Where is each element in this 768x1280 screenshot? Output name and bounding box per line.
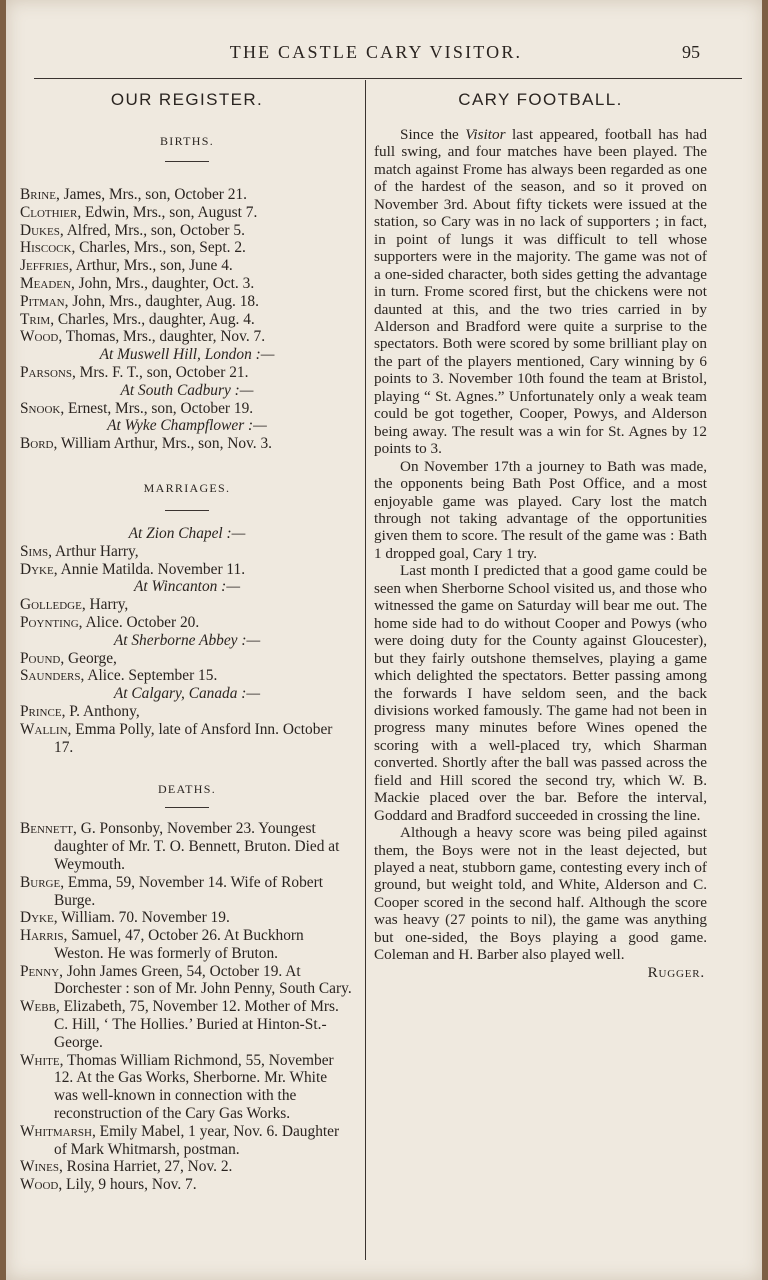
running-title: THE CASTLE CARY VISITOR. (229, 42, 523, 62)
football-column (374, 82, 707, 981)
place-heading: At Zion Chapel :— (128, 524, 246, 542)
births-list (20, 186, 354, 453)
list-item: Wood, Lily, 9 hours, Nov. 7. (20, 1176, 197, 1194)
list-item: Penny, John James Green, 54, October 19. At Dorchester : son of Mr. John Penny, South Cary. (20, 962, 352, 998)
list-item: Bord, William Arthur, Mrs., son, Nov. 3. (20, 435, 273, 453)
list-item: Sims, Arthur Harry, (20, 542, 139, 560)
list-item: Bennett, G. Ponsonby, November 23. Youngest daughter of Mr. T. O. Bennett, Bruton. Died at Weymouth. (20, 820, 340, 873)
register-title: OUR REGISTER. (110, 90, 264, 109)
place-heading: At Sherborne Abbey :— (113, 631, 261, 649)
list-item: Golledge, Harry, (20, 596, 129, 614)
place-heading: At Wyke Champflower :— (107, 417, 267, 435)
publication-name: Visitor (465, 126, 506, 143)
list-item: Webb, Elizabeth, 75, November 12. Mother of Mrs. C. Hill, ‘ The Hollies.’ Buried at Hinton-St.-George. (20, 998, 339, 1051)
list-item: Wood, Thomas, Mrs., daughter, Nov. 7. (20, 328, 266, 346)
list-item: Parsons, Mrs. F. T., son, October 21. (20, 363, 249, 381)
place-heading: At South Cadbury :— (120, 381, 254, 399)
list-item: Dyke, Annie Matilda. November 11. (20, 560, 246, 578)
list-item: Wines, Rosina Harriet, 27, Nov. 2. (20, 1158, 233, 1176)
place-heading: At Wincanton :— (133, 578, 240, 596)
header-rule (34, 78, 742, 79)
football-paragraph: On November 17th a journey to Bath was made, the opponents being Bath Post Office, and a most enjoyable game was played. Cary lost the match through not taking advantage of the opportunities given them to score. The result of the game was : Bath 1 dropped goal, Cary 1 try. (374, 457, 707, 562)
column-divider (365, 80, 366, 1260)
list-item: Whitmarsh, Emily Mabel, 1 year, Nov. 6. Daughter of Mark Whitmarsh, postman. (20, 1122, 340, 1158)
marriages-list (20, 525, 354, 756)
list-item: White, Thomas William Richmond, 55, November 12. At the Gas Works, Sherborne. Mr. White was well-known in connection with the reconstruction of the Cary Gas Works. (20, 1051, 334, 1123)
football-paragraph: Although a heavy score was being piled against them, the Boys were not in the least dejected, but played a neat, stubborn game, contesting every inch of ground, but weight told, and White, Alderson and C. Cooper scored in the second half. Although the score was heavy (27 points to nil), the game was anything but one-sided, the Boys playing a good game. Coleman and H. Barber also played well. Rugger. (374, 824, 707, 981)
list-item: Wallin, Emma Polly, late of Ansford Inn. October 17. (20, 720, 333, 756)
list-item: Snook, Ernest, Mrs., son, October 19. (20, 399, 254, 417)
list-item: Dyke, William. 70. November 19. (20, 909, 230, 927)
register-column (20, 82, 354, 1194)
list-item: Saunders, Alice. September 15. (20, 667, 218, 685)
list-item: Poynting, Alice. October 20. (20, 613, 200, 631)
list-item: Pitman, John, Mrs., daughter, Aug. 18. (20, 292, 259, 310)
list-item: Meaden, John, Mrs., daughter, Oct. 3. (20, 274, 255, 292)
list-item: Dukes, Alfred, Mrs., son, October 5. (20, 221, 245, 239)
page-number: 95 (682, 42, 700, 62)
list-item: Pound, George, (20, 649, 117, 667)
author-signature: Rugger. (647, 963, 705, 981)
list-item: Hiscock, Charles, Mrs., son, Sept. 2. (20, 239, 246, 257)
football-paragraph: Last month I predicted that a good game could be seen when Sherborne School visited us, and those who witnessed the game on Saturday will bear me out. The home side had to do without Cooper and Powys (who were doing duty for the County against Gloucester), but they fairly outshone themselves, playing a game which delighted the spectators. Better passing among the forwards I have seldom seen, and the back divisions worked famously. The game had not been in progress many minutes before Wines opened the scoring with a well-placed try, which Sharman converted. Shortly after the ball was passed across the field and Hill scored the second try, which W. B. Mackie placed over the bar. Before the interval, Goddard and Bradford succeeded in crossing the line. (374, 562, 707, 824)
births-heading: BIRTHS. (159, 134, 215, 148)
page-header (6, 42, 762, 70)
deaths-list (20, 820, 354, 1194)
marriages-heading: MARRIAGES. (143, 480, 231, 495)
page (6, 0, 762, 1280)
list-item: Trim, Charles, Mrs., daughter, Aug. 4. (20, 310, 255, 328)
football-title: CARY FOOTBALL. (458, 90, 623, 109)
list-item: Brine, James, Mrs., son, October 21. (20, 186, 248, 203)
football-paragraph: Since the Visitor last appeared, football has had full swing, and four matches have been played. The match against Frome has always been regarded as one of the hardest of the season, and so it proved on November 3rd. About fifty tickets were issued at the station, so Cary was in no lack of supporters ; in fact, in point of lungs it was difficult to tell whose supporters were in the majority. The game was not of a one-sided character, both sides getting the advantage in turn. Frome scored first, but the chickens were not daunted at this, and the two tries carried in by Alderson and Bradford were quite a surprise to the spectators. Both were scored by some brilliant play on the part of the players mentioned, Cary winning by 6 points to 3. November 10th found the team at Bristol, playing “ St. Agnes.” Unfortunately only a weak team could be got together, Cooper, Powys, and Alderson being away. The result was a win for St. Agnes by 12 points to 3. (374, 126, 708, 458)
list-item: Harris, Samuel, 47, October 26. At Buckhorn Weston. He was formerly of Bruton. (20, 927, 304, 962)
list-item: Prince, P. Anthony, (20, 702, 140, 720)
list-item: Burge, Emma, 59, November 14. Wife of Robert Burge. (20, 873, 324, 909)
deaths-heading: DEATHS. (157, 782, 217, 797)
place-heading: At Muswell Hill, London :— (99, 346, 275, 364)
place-heading: At Calgary, Canada :— (113, 685, 261, 703)
list-item: Jeffries, Arthur, Mrs., son, June 4. (20, 257, 233, 275)
list-item: Clothier, Edwin, Mrs., son, August 7. (20, 203, 258, 221)
